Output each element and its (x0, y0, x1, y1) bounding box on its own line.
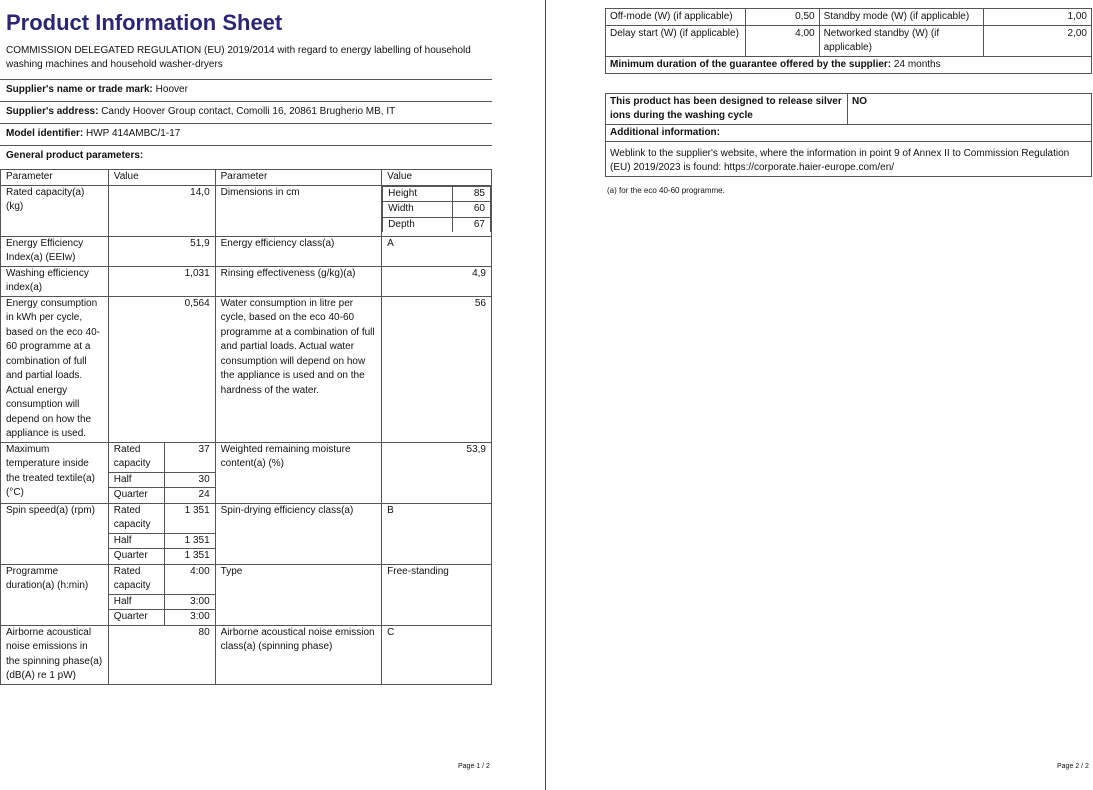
dimensions-cell (382, 185, 492, 236)
dim-label: Width (383, 202, 452, 218)
power-table-box (605, 8, 1092, 74)
header-value: Value (108, 170, 215, 186)
table-row (1, 442, 492, 472)
cell-label: Off-mode (W) (if applicable) (606, 9, 746, 26)
silver-label: This product has been designed to release silver ions during the washing cycle (606, 94, 848, 125)
cell-label: Type (215, 564, 382, 625)
silver-box (605, 93, 1092, 177)
cell-value: 0,564 (108, 296, 215, 442)
supplier-name-row (0, 79, 492, 99)
cell-label: Water consumption in litre per cycle, based on the eco 40-60 programme at a combination of full and partial loads. Actual water consumption will depend on how the appliance is used and on the hardness of the water. (215, 296, 382, 442)
table-row (606, 9, 1092, 26)
cell-value: 1,031 (108, 266, 215, 296)
sub-label: Quarter (108, 549, 164, 565)
general-params-row (0, 145, 492, 165)
supplier-address: Candy Hoover Group contact, Comolli 16, 20861 Brugherio MB, IT (101, 106, 396, 117)
guarantee-value: 24 months (893, 59, 941, 70)
cell-value: Free-standing (382, 564, 492, 625)
sub-label: Rated capacity (108, 564, 164, 594)
cell-label: Networked standby (W) (if applicable) (819, 26, 984, 57)
table-row (1, 236, 492, 266)
cell-label: Washing efficiency index(a) (1, 266, 109, 296)
cell-value: 1,00 (984, 9, 1092, 26)
supplier-name: Hoover (155, 84, 188, 95)
sub-label: Quarter (108, 488, 164, 504)
general-params-label: General product parameters: (6, 150, 144, 161)
cell-value: 30 (164, 472, 215, 488)
additional-info-label: Additional information: (606, 125, 1092, 142)
cell-label: Maximum temperature inside the treated textile(a) (°C) (1, 442, 109, 503)
weblink-text: Weblink to the supplier's website, where the information in point 9 of Annex II to Commission Regulation (EU) 2019/2023 is found: https://corporate.haier-europe.com/en/ (606, 142, 1092, 177)
cell-value: 0,50 (745, 9, 819, 26)
dim-label: Depth (383, 217, 452, 232)
cell-value: 37 (164, 442, 215, 472)
header-parameter: Parameter (1, 170, 109, 186)
dim-value: 85 (452, 186, 490, 202)
sub-label: Half (108, 472, 164, 488)
cell-value: C (382, 625, 492, 684)
table-header-row (1, 170, 492, 186)
table-row (1, 564, 492, 594)
cell-label: Spin speed(a) (rpm) (1, 503, 109, 564)
cell-value: 3:00 (164, 594, 215, 610)
cell-label: Programme duration(a) (h:min) (1, 564, 109, 625)
table-row (606, 125, 1092, 142)
silver-value: NO (848, 94, 1092, 125)
cell-label: Energy consumption in kWh per cycle, based on the eco 40-60 programme at a combination of full and partial loads. Actual energy consumption will depend on how the appliance is used. (1, 296, 109, 442)
table-row (606, 94, 1092, 125)
cell-label: Rated capacity(a) (kg) (1, 185, 109, 236)
header-value-2: Value (382, 170, 492, 186)
cell-value: 80 (108, 625, 215, 684)
page-number: Page 2 / 2 (1057, 763, 1089, 770)
document-title: Product Information Sheet (6, 10, 283, 35)
cell-value: 14,0 (108, 185, 215, 236)
cell-value: B (382, 503, 492, 564)
cell-value: 24 (164, 488, 215, 504)
silver-table (605, 93, 1092, 177)
guarantee-label: Minimum duration of the guarantee offered by the supplier: (610, 59, 892, 70)
cell-value: 51,9 (108, 236, 215, 266)
table-row (606, 26, 1092, 57)
sub-label: Quarter (108, 610, 164, 626)
table-row (606, 142, 1092, 177)
supplier-name-label: Supplier's name or trade mark: (6, 84, 153, 95)
supplier-address-row (0, 101, 492, 121)
dim-value: 67 (452, 217, 490, 232)
cell-value: 53,9 (382, 442, 492, 503)
cell-value: 2,00 (984, 26, 1092, 57)
cell-value: 1 351 (164, 549, 215, 565)
cell-label: Standby mode (W) (if applicable) (819, 9, 984, 26)
sub-label: Rated capacity (108, 503, 164, 533)
table-row (1, 503, 492, 533)
cell-label: Airborne acoustical noise emissions in the spinning phase(a) (dB(A) re 1 pW) (1, 625, 109, 684)
cell-label: Energy efficiency class(a) (215, 236, 382, 266)
sub-label: Rated capacity (108, 442, 164, 472)
cell-label: Dimensions in cm (215, 185, 382, 236)
model-identifier: HWP 414AMBC/1-17 (86, 128, 181, 139)
footnote: (a) for the eco 40-60 programme. (607, 186, 725, 195)
cell-value: 56 (382, 296, 492, 442)
parameters-table (0, 169, 492, 685)
cell-value: 4,00 (745, 26, 819, 57)
cell-label: Rinsing effectiveness (g/kg)(a) (215, 266, 382, 296)
power-table (605, 8, 1092, 74)
table-row (1, 296, 492, 442)
dim-label: Height (383, 186, 452, 202)
cell-value: 1 351 (164, 533, 215, 549)
sub-label: Half (108, 533, 164, 549)
cell-value: 1 351 (164, 503, 215, 533)
cell-label: Weighted remaining moisture content(a) (%) (215, 442, 382, 503)
table-row (606, 57, 1092, 74)
model-row (0, 123, 492, 143)
model-label: Model identifier: (6, 128, 84, 139)
table-row (1, 266, 492, 296)
cell-value: A (382, 236, 492, 266)
cell-value: 3:00 (164, 610, 215, 626)
page-number: Page 1 / 2 (458, 763, 490, 770)
page-two (546, 0, 1093, 790)
cell-label: Energy Efficiency Index(a) (EEIw) (1, 236, 109, 266)
header-parameter-2: Parameter (215, 170, 382, 186)
cell-value: 4:00 (164, 564, 215, 594)
regulation-text: COMMISSION DELEGATED REGULATION (EU) 2019/2014 with regard to energy labelling of household washing machines and household washer-dryers (6, 45, 471, 70)
dim-value: 60 (452, 202, 490, 218)
supplier-address-label: Supplier's address: (6, 106, 99, 117)
page-one (0, 0, 545, 790)
sub-label: Half (108, 594, 164, 610)
cell-label: Delay start (W) (if applicable) (606, 26, 746, 57)
cell-label: Airborne acoustical noise emission class(a) (spinning phase) (215, 625, 382, 684)
table-row (1, 185, 492, 236)
cell-value: 4,9 (382, 266, 492, 296)
cell-label: Spin-drying efficiency class(a) (215, 503, 382, 564)
table-row (1, 625, 492, 684)
